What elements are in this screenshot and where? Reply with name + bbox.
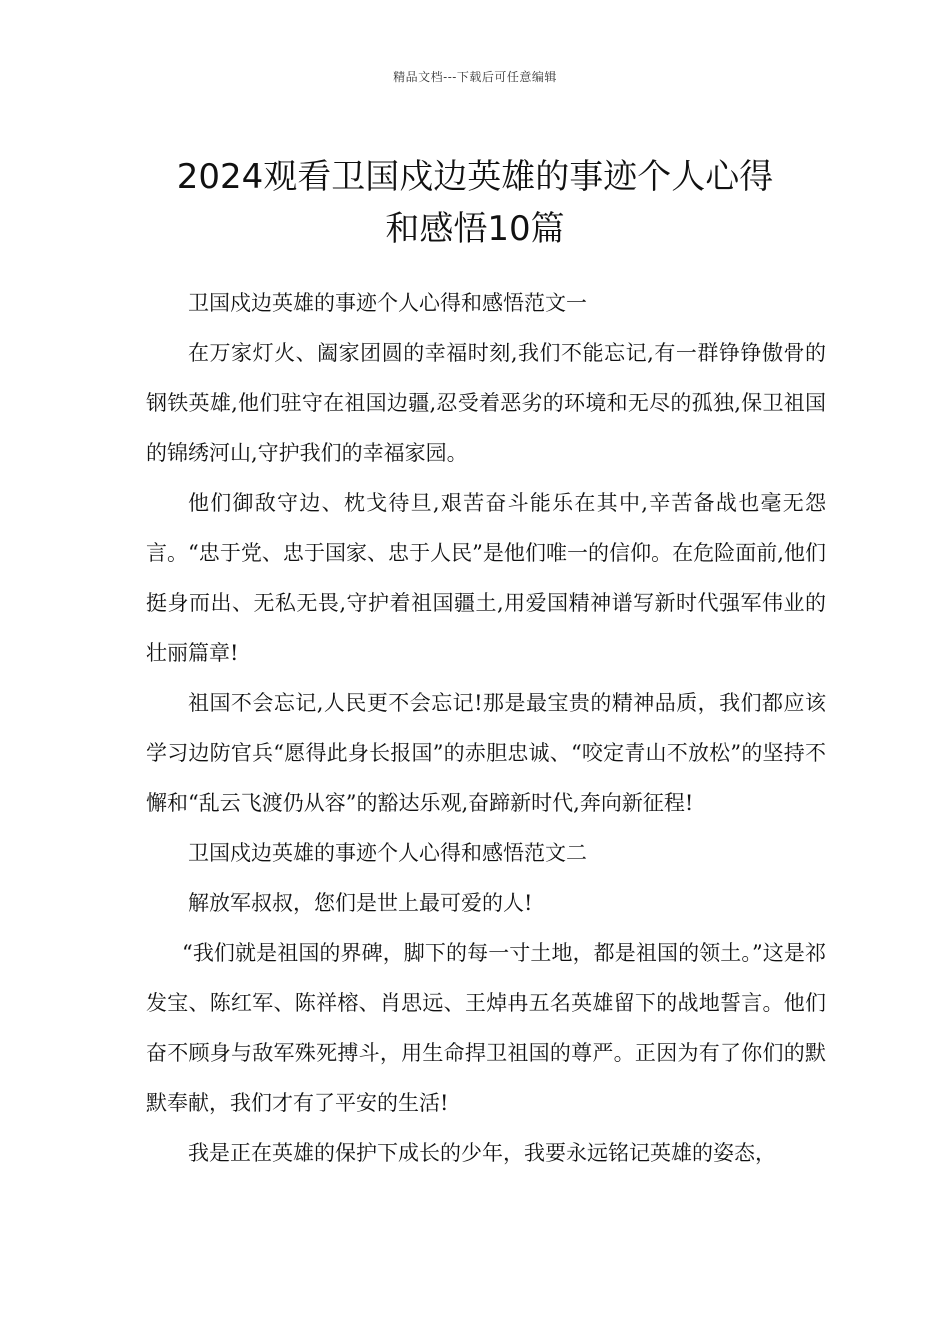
paragraph: 我是正在英雄的保护下成长的少年，我要永远铭记英雄的姿态， (188, 1141, 776, 1165)
paragraph: “我们就是祖国的界碑，脚下的每一寸土地，都是祖国的领土。”这是祁发宝、陈红军、陈祥榕、肖思远、王焯冉五名英雄留下的战地誓言。他们奋不顾身与敌军殊死搏斗，用生命捍卫祖国的尊严。正因为有了你们的默默奉献，我们才有了平安的生活! (146, 941, 826, 1115)
paragraph: 他们御敌守边、枕戈待旦,艰苦奋斗能乐在其中,辛苦备战也毫无怨言。“忠于党、忠于国家、忠于人民”是他们唯一的信仰。在危险面前,他们挺身而出、无私无畏,守护着祖国疆土,用爱国精神谱写新时代强军伟业的壮丽篇章! (146, 491, 826, 665)
document-header-note: 精品文档---下载后可任意编辑 (393, 70, 557, 84)
section-heading-2: 卫国戍边英雄的事迹个人心得和感悟范文二 (188, 841, 587, 865)
paragraph: 在万家灯火、阖家团圆的幸福时刻,我们不能忘记,有一群铮铮傲骨的钢铁英雄,他们驻守在祖国边疆,忍受着恶劣的环境和无尽的孤独,保卫祖国的锦绣河山,守护我们的幸福家园。 (146, 341, 826, 465)
document-body (146, 278, 826, 1178)
title-line-1: 2024观看卫国戍边英雄的事迹个人心得 (176, 156, 774, 197)
paragraph: 解放军叔叔，您们是世上最可爱的人! (188, 891, 533, 915)
title-line-2: 和感悟10篇 (385, 208, 565, 249)
paragraph: 祖国不会忘记,人民更不会忘记!那是最宝贵的精神品质，我们都应该学习边防官兵“愿得此身长报国”的赤胆忠诚、“咬定青山不放松”的坚持不懈和“乱云飞渡仍从容”的豁达乐观,奋蹄新时代,奔向新征程! (146, 691, 826, 815)
document-title (100, 151, 850, 255)
section-heading-1: 卫国戍边英雄的事迹个人心得和感悟范文一 (188, 291, 587, 315)
